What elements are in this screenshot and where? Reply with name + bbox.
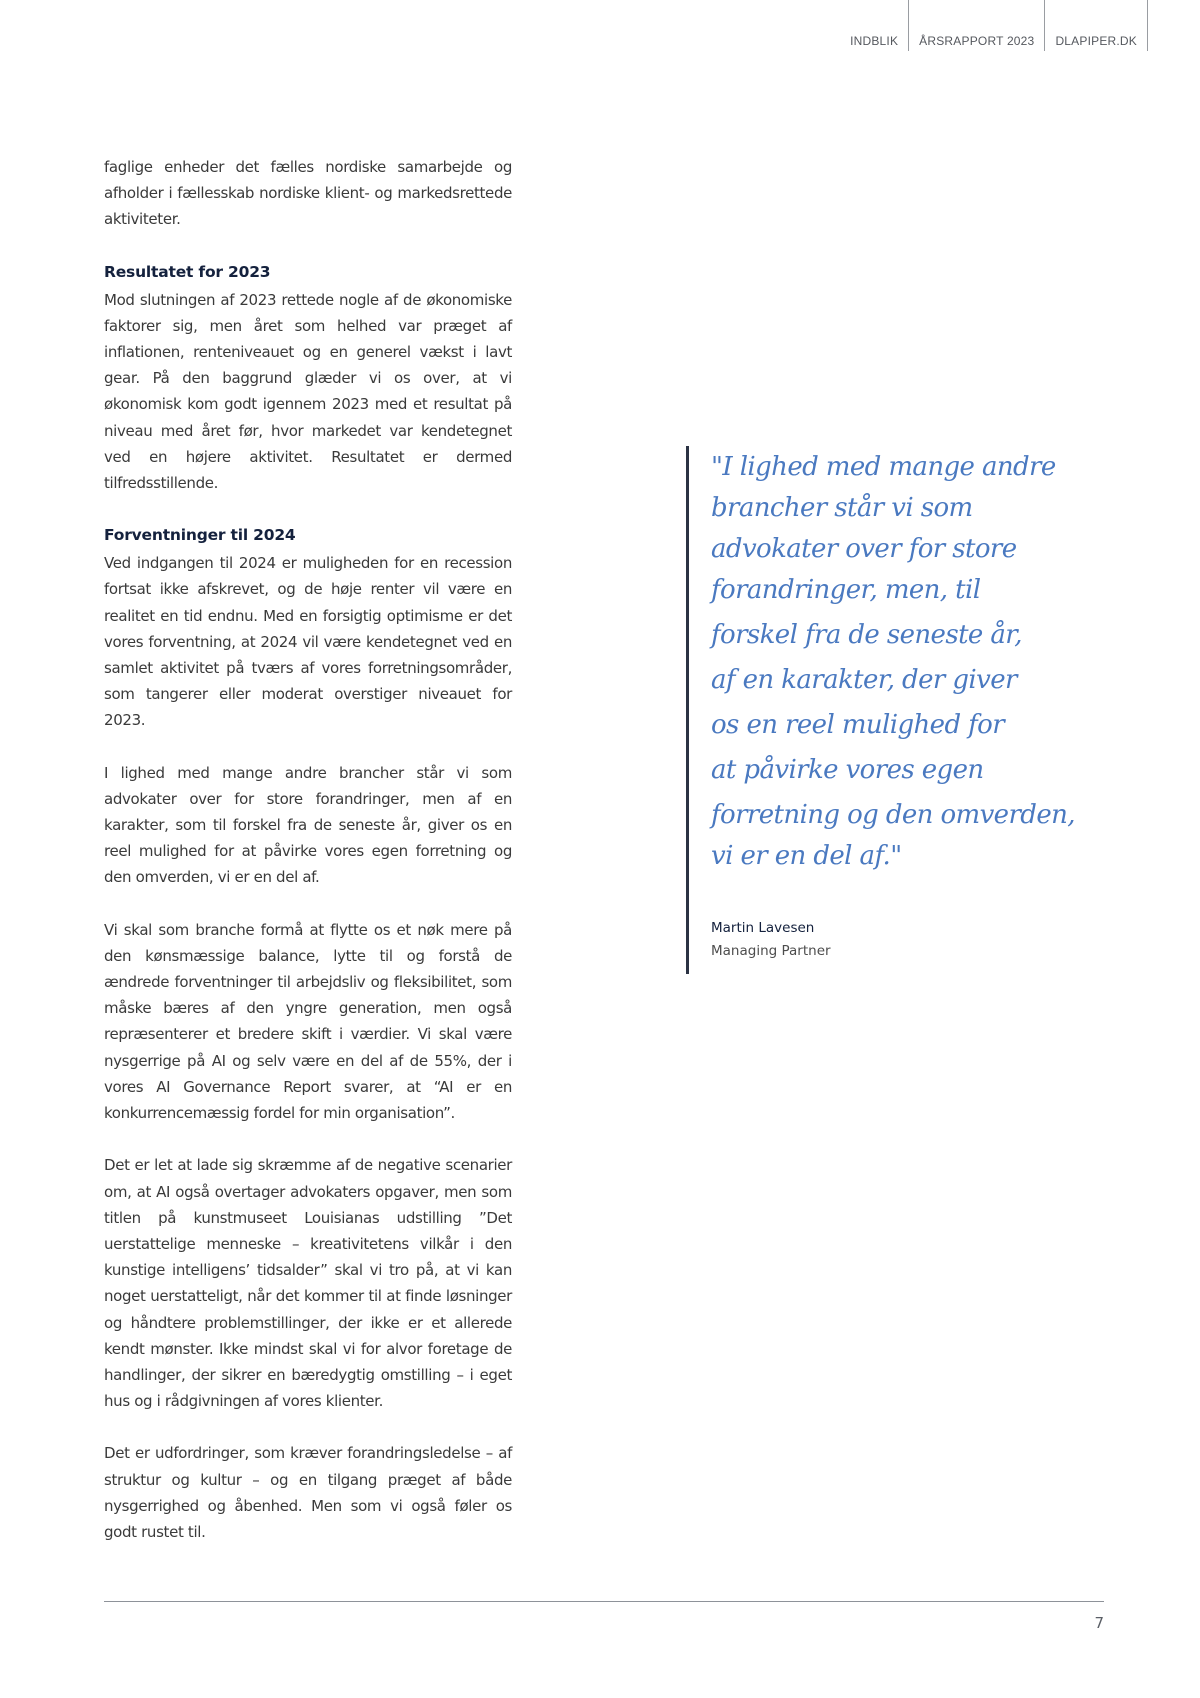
balance-paragraph: Vi skal som branche formå at flytte os et nøk mere på den kønsmæssige balance, lytte til og forstå de ændrede forventninger til arbejdsliv og fleksibilitet, som måske bæres af den yngre generation, men også repræsenterer et bredere skift i værdier. Vi skal være nysgerrige på AI og selv være en del af de 55%, der i vores AI Governance Report svarer, at “AI er en konkurrencemæssig fordel for min organisation”.: [104, 920, 512, 1123]
result-paragraph: Mod slutningen af 2023 rettede nogle af de økonomiske faktorer sig, men året som helhed var præget af inflationen, renteniveauet og en generel vækst i lavt gear. På den baggrund glæder vi os over, at vi økonomisk kom godt igennem 2023 med et resultat på niveau med året før, hvor markedet var kendetegnet ved en højere aktivitet. Resultatet er dermed tilfredsstillende.: [104, 290, 512, 493]
result-section: [104, 261, 512, 497]
page-number: 7: [1094, 1614, 1104, 1632]
intro-paragraph: faglige enheder det fælles nordiske samarbejde og afholder i fællesskab nordiske klient- og markedsrettede aktiviteter.: [104, 158, 512, 229]
nav-item-indblik[interactable]: INDBLIK: [850, 34, 899, 48]
forecast-heading: Forventninger til 2024: [104, 526, 296, 545]
quote-author-role: Managing Partner: [711, 943, 831, 959]
quote-attribution: [711, 920, 831, 959]
main-text-column: [104, 154, 512, 1571]
nav-item-website[interactable]: DLAPIPER.DK: [1044, 0, 1148, 51]
forecast-section: [104, 524, 512, 733]
footer-divider: [104, 1601, 1104, 1602]
result-heading: Resultatet for 2023: [104, 262, 271, 281]
top-navigation: [840, 0, 1148, 51]
pull-quote: "I lighed med mange andre brancher står vi som advokater over for store forandringer, men, til forskel fra de seneste år, af en karakter, der giver os en reel mulighed for at påvirke vores egen forretning og den omverden, vi er en del af." Martin Lavesen Managing Partner: [686, 446, 1109, 974]
quote-author: Martin Lavesen: [711, 920, 815, 936]
forecast-paragraph: Ved indgangen til 2024 er muligheden for en recession fortsat ikke afskrevet, og de høje renter vil være en realitet en tid endnu. Med en forsigtig optimisme er det vores forventning, at 2024 vil være kendetegnet ved en samlet aktivitet på tværs af vores forretningsområder, som tangerer eller moderat overstiger niveauet for 2023.: [104, 554, 512, 730]
closing-paragraph: Det er udfordringer, som kræver forandringsledelse – af struktur og kultur – og en tilgang præget af både nysgerrighed og åbenhed. Men som vi også føler os godt rustet til.: [104, 1444, 512, 1541]
nav-item-aarsrapport[interactable]: ÅRSRAPPORT 2023: [908, 0, 1044, 51]
ai-paragraph: Det er let at lade sig skræmme af de negative scenarier om, at AI også overtager advokaters opgaver, men som titlen på kunstmuseet Louisianas udstilling ”Det uerstattelige menneske – kreativitetens vilkår i den kunstige intelligens’ tidsalder” skal vi tro på, at vi kan noget uerstatteligt, når det kommer til at finde løsninger og håndtere problemstillinger, der ikke er et allerede kendt mønster. Ikke mindst skal vi for alvor foretage de handlinger, der sikrer en bæredygtig omstilling – i eget hus og i rådgivningen af vores klienter.: [104, 1156, 512, 1411]
change-paragraph: I lighed med mange andre brancher står vi som advokater over for store forandringer, men af en karakter, som til forskel fra de seneste år, giver os en reel mulighed for at påvirke vores egen forretning og den omverden, vi er en del af.: [104, 763, 512, 887]
